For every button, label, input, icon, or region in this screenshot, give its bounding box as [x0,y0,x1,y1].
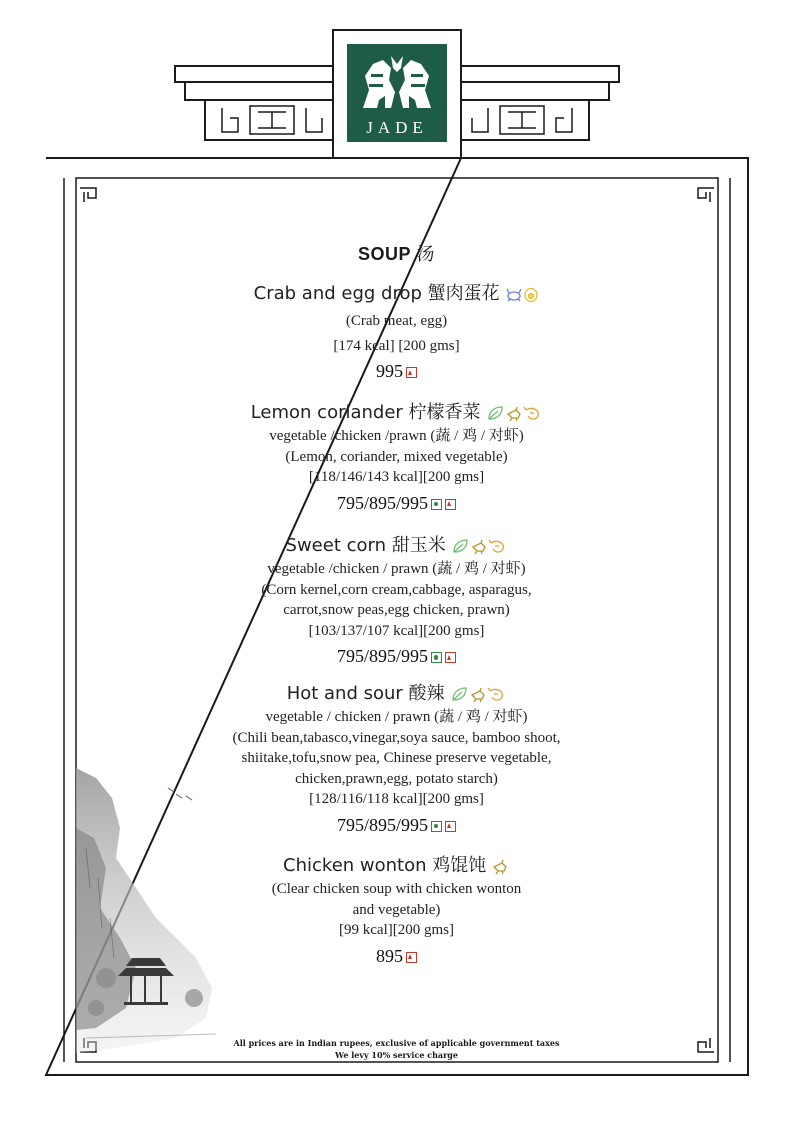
logo-text: JADE [366,118,428,137]
menu-item-hot-and-sour [120,681,673,838]
veg-mark-icon [431,499,442,510]
veg-chicken-prawn-icons [450,685,506,703]
item-variants: vegetable / chicken / prawn (蔬 / 鸡 / 对虾) [265,709,528,725]
chicken-icon [472,688,484,702]
item-price [120,812,673,838]
non-veg-mark-icon [445,821,456,832]
item-name [120,681,673,707]
item-price-value: 995 [376,361,403,381]
leaf-icon [489,407,502,419]
chicken-icon [508,407,520,421]
item-price-value: 795/895/995 [336,646,428,666]
item-nutrition: [99 kcal][200 gms] [339,922,454,938]
footer-service-charge: We levy 10% service charge [335,1050,458,1060]
egg-icon [525,289,537,302]
non-veg-mark-icon [406,367,417,378]
chicken-icon [473,540,485,554]
item-description-cont: shiitake,tofu,snow pea, Chinese preserve vegetable, [241,750,552,766]
item-nutrition: [103/137/107 kcal][200 gms] [308,622,485,639]
veg-mark-icon [431,652,442,663]
tigers-emblem-icon [355,50,439,112]
item-nutrition: [174 kcal] [200 gms] [333,337,460,354]
item-name [120,281,673,307]
item-description: (Chili bean,tabasco,vinegar,soya sauce, bamboo shoot, [232,729,561,746]
menu-item-lemon-coriander [120,400,673,516]
menu-item-crab-egg-drop [120,281,673,384]
chicken-icon [494,860,506,874]
chicken-icons [492,857,510,875]
non-veg-mark-icon [445,499,456,510]
prawn-icon [488,688,502,700]
item-nutrition: [128/116/118 kcal][200 gms] [309,791,484,807]
item-name [120,853,673,879]
menu-item-sweet-corn [120,533,673,669]
item-variants: vegetable /chicken / prawn (蔬 / 鸡 / 对虾) [267,561,526,577]
veg-chicken-prawn-icons [486,404,542,422]
item-description-cont: chicken,prawn,egg, potato starch) [295,770,498,787]
item-nutrition: [118/146/143 kcal][200 gms] [308,469,485,485]
non-veg-mark-icon [445,652,456,663]
item-description-cont: carrot,snow peas,egg chicken, prawn) [283,602,510,618]
item-description-cont: and vegetable) [352,901,441,918]
footer-note [120,1037,673,1061]
menu-item-chicken-wonton [120,853,673,969]
item-description: (Lemon, coriander, mixed vegetable) [285,448,508,465]
item-variants: vegetable /chicken /prawn (蔬 / 鸡 / 对虾) [269,428,524,444]
item-name [120,400,673,426]
item-description: (Crab meat, egg) [345,313,448,329]
item-price-value: 795/895/995 [336,492,428,513]
item-description: (Corn kernel,corn cream,cabbage, asparagus, [261,581,532,598]
veg-chicken-prawn-icons [451,537,507,555]
item-price [120,643,673,669]
item-name-text: Chicken wonton 鸡馄饨 [283,855,487,876]
section-title-en: SOUP [357,244,411,264]
prawn-icon [489,540,503,552]
item-name-text: Sweet corn 甜玉米 [285,535,446,556]
jade-logo [347,44,447,142]
leaf-icon [453,688,466,700]
item-price-value: 895 [376,945,403,966]
non-veg-mark-icon [406,952,417,963]
item-description: (Clear chicken soup with chicken wonton [271,881,522,897]
item-name-text: Lemon coriander 柠檬香菜 [250,402,481,423]
item-price [120,490,673,516]
veg-mark-icon [431,821,442,832]
crab-egg-icons [505,285,539,303]
item-name-text: Hot and sour 酸辣 [286,683,445,704]
leaf-icon [454,540,467,552]
item-price [120,943,673,969]
prawn-icon [524,407,538,419]
item-price-value: 795/895/995 [336,814,428,835]
section-title [120,240,673,266]
item-name [120,533,673,559]
item-price [120,358,673,384]
section-title-cn: 汤 [416,244,436,264]
crab-icon [507,289,521,301]
item-name-text: Crab and egg drop 蟹肉蛋花 [253,283,500,304]
footer-tax-note: All prices are in Indian rupees, exclusive of applicable government taxes [233,1038,560,1048]
